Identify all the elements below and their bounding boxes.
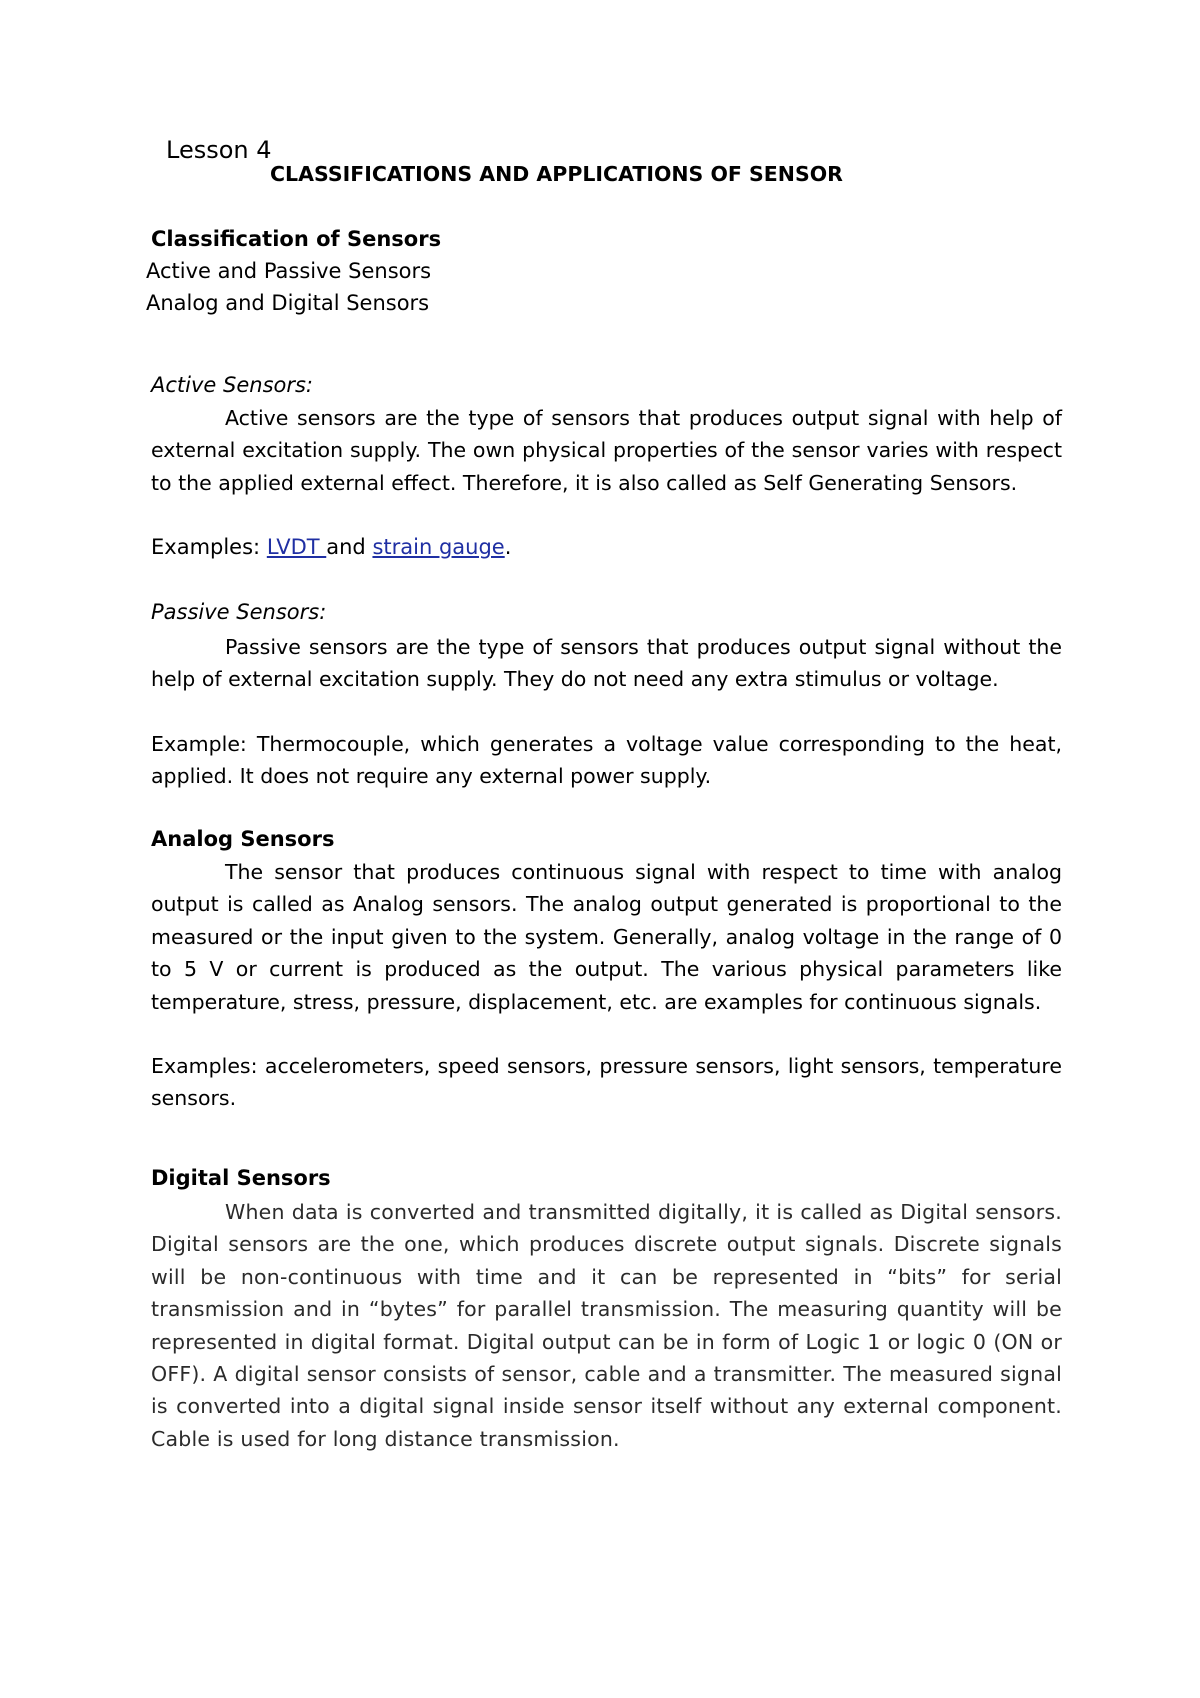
active-sensors-examples bbox=[151, 532, 511, 562]
classification-heading: Classification of Sensors bbox=[151, 227, 442, 251]
page-title: CLASSIFICATIONS AND APPLICATIONS OF SENSOR bbox=[270, 162, 843, 186]
active-sensors-text: Active sensors are the type of sensors that produces output signal with help of external excitation supply. The own physical properties of the sensor varies with respect to the applied external effect. Therefore, it is also called as Self Generating Sensors. bbox=[151, 406, 1062, 495]
digital-sensors-text: When data is converted and transmitted digitally, it is called as Digital sensors. Digital sensors are the one, which produces discrete output signals. Discrete signals will be non-continuous with time and it can be represented in “bits” for serial transmission and in “bytes” for parallel transmission. The measuring quantity will be represented in digital format. Digital output can be in form of Logic 1 or logic 0 (ON or OFF). A digital sensor consists of sensor, cable and a transmitter. The measured signal is converted into a digital signal inside sensor itself without any external component. Cable is used for long distance transmission. bbox=[151, 1200, 1062, 1451]
analog-sensors-paragraph bbox=[151, 856, 1062, 1018]
examples-end: . bbox=[504, 535, 512, 559]
classification-item-active-passive: Active and Passive Sensors bbox=[146, 259, 432, 283]
lvdt-link[interactable]: LVDT bbox=[266, 535, 327, 559]
analog-sensors-text: The sensor that produces continuous signal with respect to time with analog output is called as Analog sensors. The analog output generated is proportional to the measured or the input given to the system. Generally, analog voltage in the range of 0 to 5 V or current is produced as the output. The various physical parameters like temperature, stress, pressure, displacement, etc. are examples for continuous signals. bbox=[151, 860, 1062, 1014]
active-sensors-paragraph bbox=[151, 402, 1062, 499]
examples-and-text: and bbox=[326, 535, 366, 559]
strain-gauge-link[interactable]: strain gauge bbox=[372, 535, 505, 559]
active-sensors-heading: Active Sensors: bbox=[151, 373, 314, 397]
digital-sensors-paragraph bbox=[151, 1196, 1062, 1455]
lesson-number: Lesson 4 bbox=[166, 136, 272, 164]
passive-sensors-heading: Passive Sensors: bbox=[151, 600, 327, 624]
analog-sensors-heading: Analog Sensors bbox=[151, 827, 335, 851]
analog-sensors-examples: Examples: accelerometers, speed sensors, pressure sensors, light sensors, temperature sensors. bbox=[151, 1054, 1062, 1111]
digital-sensors-heading: Digital Sensors bbox=[151, 1166, 331, 1190]
classification-item-analog-digital: Analog and Digital Sensors bbox=[146, 291, 430, 315]
examples-label: Examples: bbox=[151, 535, 261, 559]
passive-sensors-text: Passive sensors are the type of sensors that produces output signal without the help of external excitation supply. They do not need any extra stimulus or voltage. bbox=[151, 635, 1062, 692]
passive-sensors-paragraph bbox=[151, 631, 1062, 696]
passive-sensors-example: Example: Thermocouple, which generates a voltage value corresponding to the heat, applied. It does not require any external power supply. bbox=[151, 732, 1062, 789]
